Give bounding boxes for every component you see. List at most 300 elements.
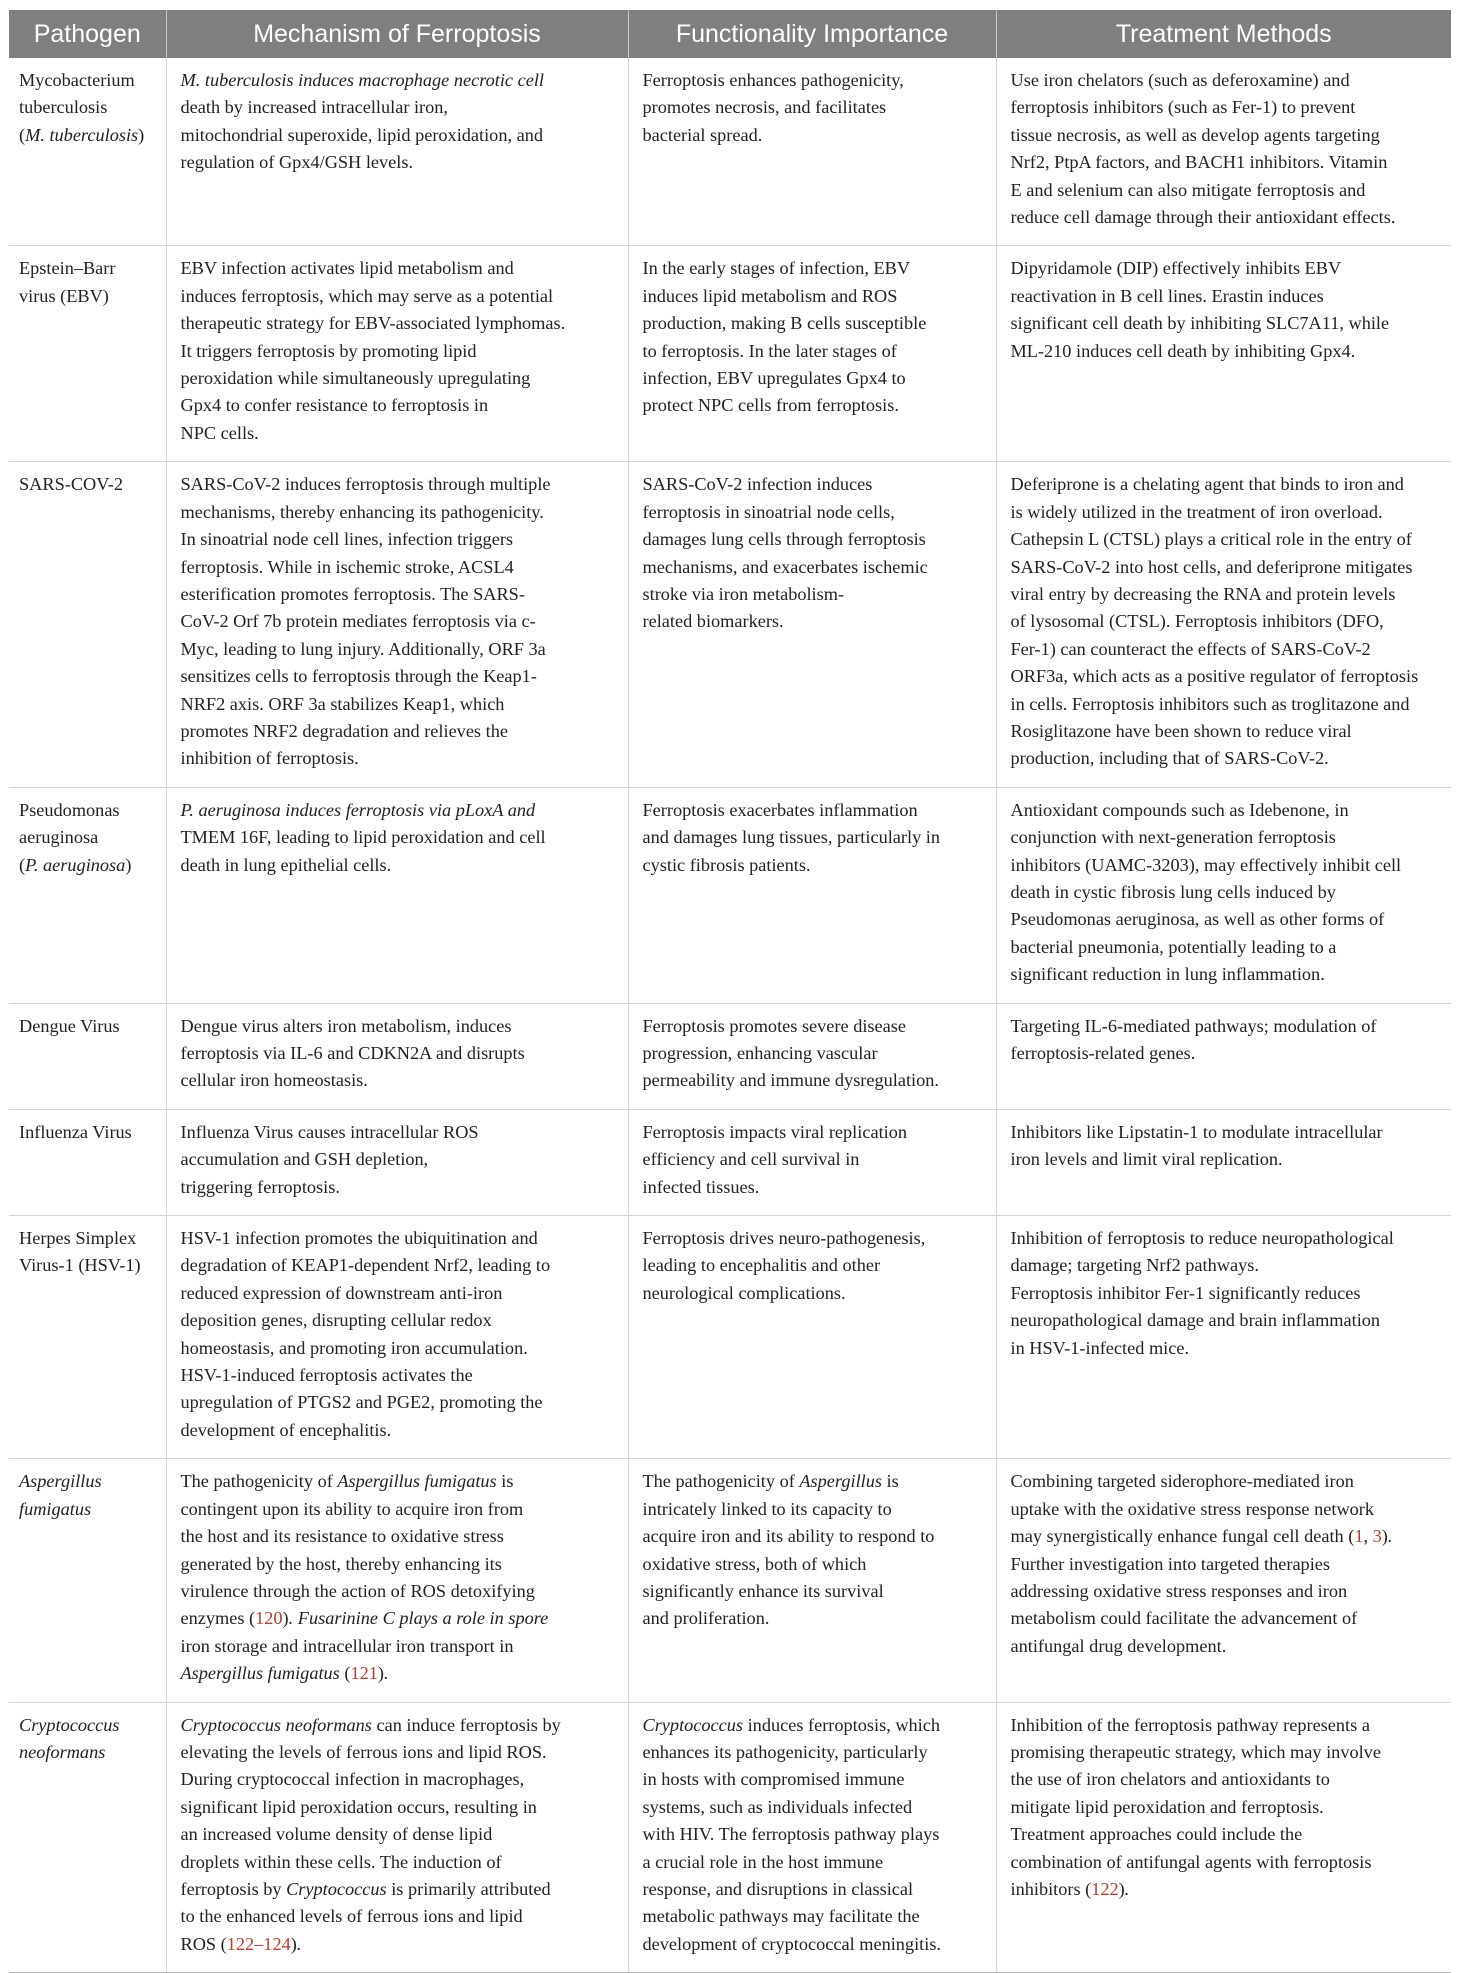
- text-line: [19, 1013, 160, 1040]
- text-segment: significant lipid peroxidation occurs, resulting in: [180, 1796, 537, 1817]
- text-segment: cellular iron homeostasis.: [180, 1070, 368, 1091]
- text-segment: death in lung epithelial cells.: [180, 854, 392, 875]
- text-segment: in hosts with compromised immune: [642, 1769, 905, 1790]
- text-segment: leading to encephalitis and other: [642, 1255, 881, 1276]
- text-segment: is: [881, 1471, 899, 1492]
- text-line: [181, 1119, 614, 1146]
- functionality-cell: [628, 1003, 996, 1109]
- header-row: [9, 10, 1451, 58]
- text-segment: Herpes Simplex: [19, 1228, 137, 1249]
- text-segment: ): [1381, 1526, 1388, 1547]
- text-line: [1011, 499, 1438, 526]
- text-segment: droplets within these cells. The induction of: [180, 1851, 502, 1872]
- text-line: [643, 1578, 982, 1605]
- text-line: [181, 1362, 614, 1389]
- text-segment: (M. tuberculosis): [19, 124, 145, 145]
- text-line: [1011, 906, 1438, 933]
- text-segment: It triggers ferroptosis by promoting lipid: [180, 340, 477, 361]
- text-line: [19, 1225, 160, 1252]
- mechanism-cell: [166, 58, 628, 246]
- text-segment: ,: [1363, 1526, 1373, 1547]
- text-segment: intricately linked to its capacity to: [642, 1498, 892, 1519]
- text-line: [181, 1821, 614, 1848]
- text-line: [181, 1660, 614, 1687]
- text-line: [643, 1174, 982, 1201]
- text-segment: Rosiglitazone have been shown to reduce viral: [1010, 720, 1352, 741]
- text-line: [181, 1067, 614, 1094]
- text-segment: promotes NRF2 degradation and relieves the: [180, 720, 508, 741]
- text-segment: promotes necrosis, and facilitates: [642, 97, 887, 118]
- text-segment: induces lipid metabolism and ROS: [642, 285, 898, 306]
- text-segment: development of cryptococcal meningitis.: [642, 1933, 941, 1954]
- text-segment: NPC cells.: [180, 422, 259, 443]
- header-treatment: Treatment Methods: [996, 10, 1451, 58]
- text-line: [181, 1523, 614, 1550]
- text-segment: inhibitors (UAMC-3203), may effectively inhibit cell: [1010, 854, 1402, 875]
- text-line: [181, 1903, 614, 1930]
- text-segment: ): [1118, 1878, 1125, 1899]
- italic-term: Aspergillus: [799, 1471, 882, 1492]
- text-line: [181, 1307, 614, 1334]
- citation-ref[interactable]: 120: [255, 1608, 283, 1629]
- text-line: [1011, 310, 1438, 337]
- text-segment: conjunction with next-generation ferroptosis: [1010, 827, 1336, 848]
- text-line: [181, 1766, 614, 1793]
- text-line: [181, 852, 614, 879]
- text-segment: mechanisms, thereby enhancing its pathogenicity.: [180, 501, 544, 522]
- italic-term: P. aeruginosa: [25, 854, 126, 875]
- text-segment: SARS-CoV-2 into host cells, and deferiprone mitigates: [1010, 556, 1413, 577]
- mechanism-cell: [166, 787, 628, 1003]
- text-segment: TMEM 16F, leading to lipid peroxidation and cell: [180, 827, 546, 848]
- text-segment: Ferroptosis enhances pathogenicity,: [642, 70, 904, 90]
- text-line: [1011, 1013, 1438, 1040]
- citation-ref[interactable]: 122–124: [226, 1933, 291, 1954]
- text-segment: and proliferation.: [642, 1608, 770, 1629]
- text-segment: induces ferroptosis, which may serve as a potential: [180, 285, 554, 306]
- text-line: [643, 1605, 982, 1632]
- italic-term: . Fusarinine C plays a role in spore: [288, 1608, 549, 1629]
- text-segment: enzymes (: [180, 1608, 256, 1629]
- text-segment: virus (EBV): [19, 285, 109, 306]
- text-line: [643, 852, 982, 879]
- text-line: [181, 1389, 614, 1416]
- text-line: [1011, 824, 1438, 851]
- text-segment: induces ferroptosis, which: [743, 1714, 941, 1735]
- text-segment: infected tissues.: [642, 1176, 760, 1197]
- mechanism-cell: [166, 246, 628, 462]
- text-segment: metabolic pathways may facilitate the: [642, 1906, 920, 1927]
- text-segment: inhibition of ferroptosis.: [180, 748, 359, 769]
- text-line: [1011, 879, 1438, 906]
- text-segment: Ferroptosis impacts viral replication: [642, 1121, 908, 1142]
- text-line: [1011, 1119, 1438, 1146]
- text-segment: Inhibitors like Lipstatin-1 to modulate intracellular: [1010, 1121, 1383, 1142]
- text-segment: Influenza Virus causes intracellular ROS: [180, 1121, 479, 1142]
- text-segment: ): [290, 1933, 297, 1954]
- text-segment: elevating the levels of ferrous ions and lipid ROS.: [180, 1741, 547, 1762]
- pathogen-cell: [9, 246, 166, 462]
- mechanism-cell: [166, 1003, 628, 1109]
- text-line: [19, 122, 160, 149]
- text-segment: Pseudomonas: [19, 799, 120, 820]
- text-line: [181, 1468, 614, 1495]
- text-line: [643, 1040, 982, 1067]
- text-segment: stroke via iron metabolism-: [642, 583, 845, 604]
- text-line: [181, 149, 614, 176]
- text-line: [1011, 1876, 1438, 1903]
- text-line: [1011, 797, 1438, 824]
- text-line: [643, 1551, 982, 1578]
- text-segment: Pseudomonas aeruginosa, as well as other forms of: [1010, 909, 1385, 930]
- text-line: [643, 1876, 982, 1903]
- text-line: [1011, 636, 1438, 663]
- text-segment: promising therapeutic strategy, which may involve: [1010, 1741, 1381, 1762]
- text-line: [1011, 554, 1438, 581]
- text-line: [181, 1174, 614, 1201]
- text-segment: iron storage and intracellular iron transport in: [180, 1635, 514, 1656]
- italic-term: Aspergillus fumigatus: [337, 1471, 497, 1492]
- treatment-cell: [996, 1003, 1451, 1109]
- text-segment: neurological complications.: [642, 1282, 846, 1303]
- text-line: [181, 745, 614, 772]
- text-segment: Cathepsin L (CTSL) plays a critical role in the entry of: [1010, 529, 1412, 550]
- text-segment: the host and its resistance to oxidative stress: [180, 1526, 504, 1547]
- table-row: [9, 1003, 1451, 1109]
- text-segment: response, and disruptions in classical: [642, 1878, 914, 1899]
- text-line: [181, 94, 614, 121]
- text-segment: triggering ferroptosis.: [180, 1176, 340, 1197]
- text-segment: sensitizes cells to ferroptosis through the Keap1-: [180, 666, 537, 687]
- text-line: [1011, 581, 1438, 608]
- text-segment: inhibitors (: [1010, 1878, 1092, 1899]
- text-line: [643, 1766, 982, 1793]
- text-segment: ML-210 induces cell death by inhibiting Gpx4.: [1010, 340, 1356, 361]
- text-line: [181, 1849, 614, 1876]
- text-line: [643, 338, 982, 365]
- text-line: [643, 1849, 982, 1876]
- text-segment: aeruginosa: [19, 827, 99, 848]
- text-line: [181, 1794, 614, 1821]
- text-line: [1011, 177, 1438, 204]
- text-segment: progression, enhancing vascular: [642, 1043, 878, 1063]
- text-segment: death in cystic fibrosis lung cells induced by: [1010, 881, 1336, 902]
- text-line: [643, 1712, 982, 1739]
- text-line: [1011, 1307, 1438, 1334]
- text-segment: upregulation of PTGS2 and PGE2, promoting the: [180, 1392, 543, 1413]
- text-line: [1011, 1849, 1438, 1876]
- text-segment: ORF3a, which acts as a positive regulator of ferroptosis: [1010, 666, 1419, 687]
- text-segment: significant cell death by inhibiting SLC7A11, while: [1010, 313, 1390, 334]
- text-segment: mitigate lipid peroxidation and ferroptosis.: [1010, 1796, 1324, 1817]
- text-segment: tuberculosis: [19, 97, 108, 118]
- text-segment: oxidative stress, both of which: [642, 1553, 867, 1574]
- pathogen-cell: [9, 1216, 166, 1459]
- table-header: [9, 10, 1451, 58]
- text-segment: (P. aeruginosa): [19, 854, 132, 875]
- text-segment: of lysosomal (CTSL). Ferroptosis inhibitors (DFO,: [1010, 611, 1384, 632]
- text-line: [1011, 1146, 1438, 1173]
- text-line: [181, 499, 614, 526]
- text-line: [181, 1605, 614, 1632]
- text-line: [643, 1468, 982, 1495]
- text-line: [181, 1712, 614, 1739]
- text-line: [19, 471, 160, 498]
- mechanism-cell: [166, 1216, 628, 1459]
- citation-ref[interactable]: 122: [1091, 1878, 1119, 1899]
- text-line: [643, 1119, 982, 1146]
- text-segment: Combining targeted siderophore-mediated iron: [1010, 1471, 1354, 1492]
- text-segment: bacterial pneumonia, potentially leading to a: [1010, 936, 1337, 957]
- text-segment: acquire iron and its ability to respond to: [642, 1526, 935, 1547]
- treatment-cell: [996, 246, 1451, 462]
- text-line: [181, 718, 614, 745]
- text-line: [1011, 934, 1438, 961]
- pathogen-cell: [9, 462, 166, 787]
- text-line: [19, 1119, 160, 1146]
- functionality-cell: [628, 58, 996, 246]
- text-line: [181, 581, 614, 608]
- text-segment: tissue necrosis, as well as develop agents targeting: [1010, 124, 1380, 145]
- text-segment: a crucial role in the host immune: [642, 1851, 884, 1872]
- text-segment: Inhibition of the ferroptosis pathway represents a: [1010, 1714, 1370, 1735]
- text-line: [1011, 1335, 1438, 1362]
- text-segment: NRF2 axis. ORF 3a stabilizes Keap1, which: [180, 693, 505, 714]
- italic-term: Cryptococcus: [19, 1714, 120, 1735]
- text-line: [19, 824, 160, 851]
- text-line: [1011, 122, 1438, 149]
- text-segment: (: [339, 1663, 351, 1684]
- text-line: [643, 1903, 982, 1930]
- text-segment: can induce ferroptosis by: [371, 1714, 561, 1735]
- text-segment: in cells. Ferroptosis inhibitors such as troglitazone and: [1010, 693, 1410, 714]
- pathogen-cell: [9, 58, 166, 246]
- text-segment: production, including that of SARS-CoV-2.: [1010, 748, 1329, 769]
- text-segment: The pathogenicity of: [642, 1471, 800, 1492]
- text-segment: infection, EBV upregulates Gpx4 to: [642, 368, 906, 389]
- text-line: [181, 1040, 614, 1067]
- text-line: [181, 691, 614, 718]
- text-segment: viral entry by decreasing the RNA and protein levels: [1010, 583, 1396, 604]
- text-segment: antifungal drug development.: [1010, 1635, 1227, 1656]
- text-segment: Nrf2, PtpA factors, and BACH1 inhibitors. Vitamin: [1010, 152, 1388, 173]
- text-line: [643, 1931, 982, 1958]
- text-line: [1011, 338, 1438, 365]
- table-row: [9, 1459, 1451, 1702]
- text-line: [643, 310, 982, 337]
- text-line: [643, 1146, 982, 1173]
- text-line: [19, 1496, 160, 1523]
- text-line: [181, 608, 614, 635]
- text-line: [181, 554, 614, 581]
- text-segment: Further investigation into targeted therapies: [1010, 1553, 1331, 1574]
- text-line: [1011, 149, 1438, 176]
- text-segment: HSV-1-induced ferroptosis activates the: [180, 1365, 473, 1386]
- text-line: [181, 283, 614, 310]
- text-segment: iron levels and limit viral replication.: [1010, 1149, 1283, 1170]
- italic-term: .: [1124, 1878, 1130, 1899]
- text-segment: ): [282, 1608, 289, 1629]
- pathogen-cell: [9, 1003, 166, 1109]
- text-line: [643, 122, 982, 149]
- text-line: [181, 1252, 614, 1279]
- italic-term: induces macrophage necrotic cell: [293, 70, 545, 90]
- text-segment: production, making B cells susceptible: [642, 313, 927, 334]
- ferroptosis-pathogen-table: [9, 10, 1451, 1973]
- text-line: [1011, 1821, 1438, 1848]
- treatment-cell: [996, 1109, 1451, 1215]
- text-segment: ferroptosis by: [180, 1878, 287, 1899]
- text-line: [181, 310, 614, 337]
- mechanism-cell: [166, 1459, 628, 1702]
- text-segment: death by increased intracellular iron,: [180, 97, 448, 118]
- text-line: [181, 1551, 614, 1578]
- text-line: [181, 1280, 614, 1307]
- text-line: [181, 420, 614, 447]
- text-segment: with HIV. The ferroptosis pathway plays: [642, 1824, 940, 1845]
- table-row: [9, 462, 1451, 787]
- pathogen-cell: [9, 787, 166, 1003]
- text-segment: Mycobacterium: [19, 70, 135, 90]
- italic-term: Cryptococcus: [286, 1878, 387, 1899]
- citation-ref[interactable]: 1: [1354, 1526, 1364, 1547]
- italic-term: .: [383, 1663, 389, 1684]
- text-segment: permeability and immune dysregulation.: [642, 1070, 939, 1091]
- text-line: [181, 1931, 614, 1958]
- text-line: [1011, 691, 1438, 718]
- text-line: [181, 1633, 614, 1660]
- italic-term: M. tuberculosis: [25, 124, 139, 145]
- text-segment: metabolism could facilitate the advancement of: [1010, 1608, 1358, 1629]
- text-segment: therapeutic strategy for EBV-associated lymphomas.: [180, 313, 566, 334]
- text-line: [181, 67, 614, 94]
- text-line: [643, 67, 982, 94]
- italic-term: Aspergillus: [19, 1471, 102, 1492]
- pathogen-cell: [9, 1459, 166, 1702]
- table-body: [9, 58, 1451, 1973]
- text-segment: SARS-COV-2: [19, 474, 123, 495]
- text-segment: E and selenium can also mitigate ferroptosis and: [1010, 179, 1366, 200]
- text-line: [643, 499, 982, 526]
- text-segment: ferroptosis-related genes.: [1010, 1043, 1196, 1063]
- text-segment: protect NPC cells from ferroptosis.: [642, 395, 899, 416]
- italic-term: Cryptococcus: [642, 1714, 744, 1735]
- text-line: [643, 471, 982, 498]
- text-line: [1011, 1794, 1438, 1821]
- text-line: [643, 94, 982, 121]
- text-line: [1011, 663, 1438, 690]
- treatment-cell: [996, 1216, 1451, 1459]
- text-line: [181, 365, 614, 392]
- treatment-cell: [996, 787, 1451, 1003]
- text-line: [19, 1712, 160, 1739]
- text-segment: ferroptosis. While in ischemic stroke, ACSL4: [180, 556, 514, 577]
- text-line: [643, 1225, 982, 1252]
- text-segment: damages lung cells through ferroptosis: [642, 529, 926, 550]
- text-line: [19, 1468, 160, 1495]
- text-segment: SARS-CoV-2 infection induces: [642, 474, 873, 495]
- text-segment: During cryptococcal infection in macrophages,: [180, 1769, 525, 1790]
- text-line: [181, 1578, 614, 1605]
- text-segment: Ferroptosis exacerbates inflammation: [642, 799, 918, 820]
- italic-term: P. aeruginosa: [180, 799, 281, 820]
- text-line: [1011, 255, 1438, 282]
- text-line: [1011, 283, 1438, 310]
- text-line: [181, 338, 614, 365]
- text-segment: bacterial spread.: [642, 124, 763, 145]
- text-segment: Ferroptosis promotes severe disease: [642, 1015, 906, 1036]
- text-segment: peroxidation while simultaneously upregulating: [180, 368, 531, 389]
- citation-ref[interactable]: 3: [1372, 1526, 1382, 1547]
- text-line: [1011, 1578, 1438, 1605]
- text-segment: Fer-1) can counteract the effects of SARS-CoV-2: [1010, 638, 1371, 659]
- text-segment: the use of iron chelators and antioxidants to: [1010, 1769, 1330, 1790]
- text-segment: in HSV-1-infected mice.: [1010, 1337, 1190, 1358]
- text-line: [1011, 67, 1438, 94]
- text-line: [1011, 961, 1438, 988]
- text-line: [643, 1794, 982, 1821]
- text-line: [643, 1496, 982, 1523]
- citation-ref[interactable]: 121: [350, 1663, 378, 1684]
- table-row: [9, 1216, 1451, 1459]
- text-segment: neuropathological damage and brain inflammation: [1010, 1310, 1381, 1331]
- text-line: [1011, 204, 1438, 231]
- text-segment: Targeting IL-6-mediated pathways; modulation of: [1010, 1015, 1377, 1036]
- header-pathogen: Pathogen: [9, 10, 166, 58]
- text-line: [643, 255, 982, 282]
- text-line: [19, 94, 160, 121]
- text-segment: contingent upon its ability to acquire iron from: [180, 1498, 524, 1519]
- text-line: [643, 392, 982, 419]
- text-line: [181, 1146, 614, 1173]
- text-line: [181, 1225, 614, 1252]
- text-segment: Virus-1 (HSV-1): [19, 1255, 141, 1276]
- text-segment: addressing oxidative stress responses and iron: [1010, 1580, 1348, 1601]
- functionality-cell: [628, 1109, 996, 1215]
- text-segment: Dengue Virus: [19, 1015, 120, 1036]
- text-line: [643, 283, 982, 310]
- text-line: [643, 1013, 982, 1040]
- text-segment: related biomarkers.: [642, 611, 784, 632]
- text-line: [643, 1739, 982, 1766]
- text-line: [643, 1067, 982, 1094]
- text-segment: ferroptosis via IL-6 and CDKN2A and disrupts: [180, 1043, 525, 1063]
- text-line: [181, 392, 614, 419]
- mechanism-cell: [166, 462, 628, 787]
- italic-term: .: [1387, 1526, 1393, 1547]
- text-line: [1011, 1252, 1438, 1279]
- text-line: [1011, 1605, 1438, 1632]
- text-line: [1011, 1551, 1438, 1578]
- text-segment: reactivation in B cell lines. Erastin induces: [1010, 285, 1324, 306]
- mechanism-cell: [166, 1702, 628, 1973]
- functionality-cell: [628, 1702, 996, 1973]
- text-line: [1011, 471, 1438, 498]
- text-line: [643, 365, 982, 392]
- text-segment: significantly enhance its survival: [642, 1580, 884, 1601]
- text-line: [1011, 1739, 1438, 1766]
- text-line: [181, 1335, 614, 1362]
- text-line: [643, 581, 982, 608]
- text-segment: is primarily attributed: [386, 1878, 551, 1899]
- text-line: [1011, 852, 1438, 879]
- text-segment: reduced expression of downstream anti-iron: [180, 1282, 503, 1303]
- text-segment: deposition genes, disrupting cellular redox: [180, 1310, 492, 1331]
- text-segment: esterification promotes ferroptosis. The SARS-: [180, 583, 525, 604]
- text-line: [643, 1523, 982, 1550]
- text-line: [643, 608, 982, 635]
- text-segment: Inhibition of ferroptosis to reduce neuropathological: [1010, 1228, 1394, 1249]
